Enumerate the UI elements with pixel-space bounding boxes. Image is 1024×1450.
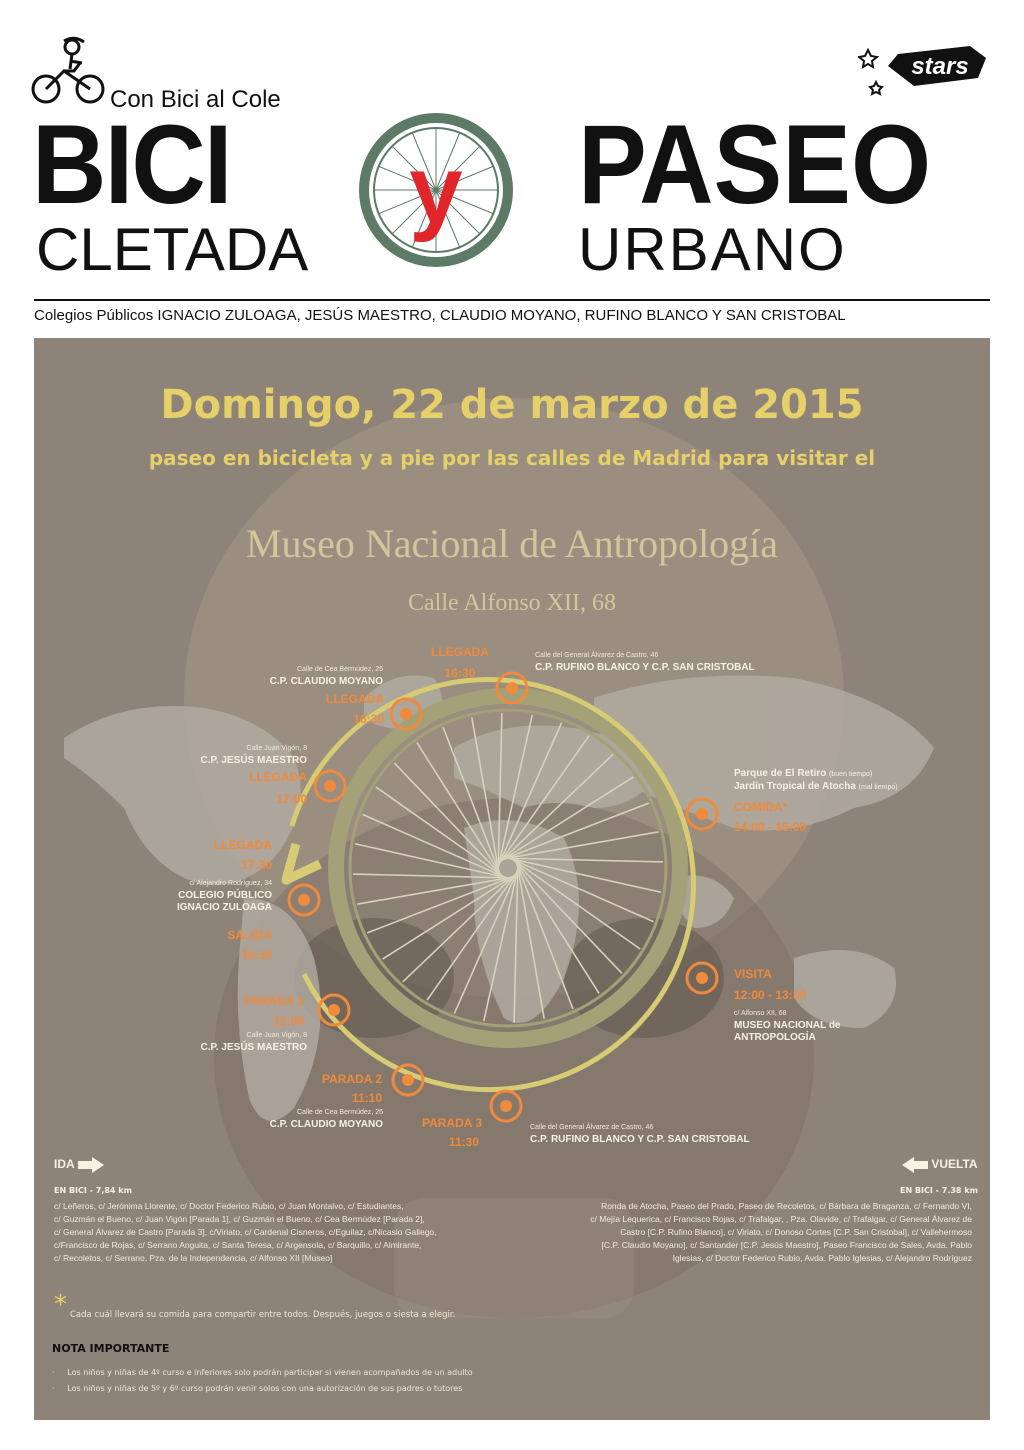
stop-parada2-time: 11:10 (351, 1091, 382, 1105)
conjunction-y: y (409, 136, 463, 243)
wheel-spoke (443, 727, 500, 873)
stop-llegada-zuloaga-school1: COLEGIO PÚBLICO (178, 890, 272, 901)
header-rule (34, 299, 990, 301)
stop-visita-street: c/ Alfonso XII, 68 (734, 1010, 787, 1017)
stop-parada1-status: PARADA 1 (243, 994, 304, 1008)
wheel-y-emblem (356, 110, 516, 270)
stop-marker-dot (324, 780, 336, 792)
stop-llegada-moyano-status: LLEGADA (326, 692, 384, 706)
vuelta-line: [C.P. Claudio Moyano], c/ Santander [C.P. Jesús Maestro], Paseo Francisco de Sales, Avda. Pablo (601, 1240, 972, 1250)
wheel-spoke (403, 874, 517, 982)
wheel-spoke (353, 874, 510, 878)
ida-line: c/ Guzmán el Bueno, c/ Juan Vigón [Parada 1], c/ Guzmán el Bueno, c/ Cea Bermúdez [Parada 2], (54, 1214, 425, 1224)
wheel-spoke (516, 862, 573, 1008)
stop-llegada-top-street: Calle del General Álvarez de Castro, 46 (535, 652, 659, 659)
stop-marker-dot (402, 1074, 414, 1086)
stop-comida-time: 14:00 - 16:00 (734, 820, 807, 834)
stop-marker-dot (298, 894, 310, 906)
stop-llegada-maestro-time: 17:00 (276, 792, 307, 806)
wheel-spoke (500, 754, 614, 862)
ida-heading: IDA (54, 1157, 104, 1173)
ida-route (54, 1200, 437, 1265)
museum-name: Museo Nacional de Antropología (245, 521, 779, 566)
stop-llegada-zuloaga-time: 17:30 (241, 858, 272, 872)
stop-marker-dot (500, 1100, 512, 1112)
ida-line: c/ Leñeros, c/ Jerónima Llorente, c/ Doctor Federico Rubio, c/ Juan Montalvo, c/ Estudiantes, (54, 1201, 404, 1211)
stop-visita-status: VISITA (734, 967, 772, 981)
ida-line: c/Francisco de Rojas, c/ Serrano Anguita, c/ Santa Teresa, c/ Argensola, c/ Barquillo, c/ Almirante, (54, 1240, 422, 1250)
wheel-spoke (454, 870, 517, 1013)
stop-visita-museum2: ANTROPOLOGÍA (734, 1032, 816, 1043)
stop-parada2-school: C.P. CLAUDIO MOYANO (269, 1119, 383, 1130)
important-note-heading: NOTA IMPORTANTE (52, 1342, 170, 1355)
star-icon (859, 50, 877, 67)
stop-llegada-moyano-school: C.P. CLAUDIO MOYANO (269, 676, 383, 687)
bicycle-wheel-icon (336, 696, 680, 1040)
route-diagram (34, 338, 990, 1158)
museum-address: Calle Alfonso XII, 68 (408, 590, 616, 616)
vuelta-heading: VUELTA (902, 1157, 978, 1173)
vuelta-line: Iglesias, c/ Doctor Federico Rubio, Avda. Pablo Iglesias, c/ Alejandro Rodríguez (672, 1253, 972, 1263)
stars-logo-text: stars (911, 53, 969, 80)
vuelta-line: c/ Mejía Lequerica, c/ Francisco Rojas, c/ Trafalgar, , Pza. Olavide, c/ Trafalgar, c/ General Álvarez de (590, 1214, 972, 1224)
stop-parada2-status: PARADA 2 (321, 1072, 382, 1086)
stop-llegada-moyano-street: Calle de Cea Bermúdez, 26 (297, 666, 383, 673)
wheel-spoke (514, 860, 622, 974)
schools-list: Colegios Públicos IGNACIO ZULOAGA, JESÚS MAESTRO, CLAUDIO MOYANO, RUFINO BLANCO Y SAN CRISTOBAL (34, 307, 846, 324)
wheel-spoke (498, 723, 561, 866)
event-date: Domingo, 22 de marzo de 2015 (160, 382, 864, 428)
stop-parada2-street: Calle de Cea Bermúdez, 26 (297, 1109, 383, 1116)
wheel-spoke (367, 876, 513, 933)
star-icon (870, 82, 882, 94)
route-direction-arrow (286, 844, 320, 880)
stop-llegada-zuloaga-status: LLEGADA (214, 838, 272, 852)
event-subtitle: paseo en bicicleta y a pie por las calles de Madrid para visitar el (148, 446, 876, 470)
stop-salida-status: SALIDA (227, 928, 272, 942)
stop-llegada-moyano-time: 16:30 (353, 712, 384, 726)
vuelta-km: EN BICI - 7.38 km (900, 1186, 978, 1195)
vuelta-line: Castro [C.P. Rufino Blanco], c/ Viriato, c/ Donoso Cortes [C.P. San Cristobal], c/ Vallehermoso (620, 1227, 972, 1237)
wheel-spoke (512, 859, 640, 949)
arrow-right-icon (78, 1157, 104, 1173)
child-cyclist-icon (30, 35, 110, 105)
note-bullet-1: · Los niños y niñas de 4º curso e inferiores solo podrán participar si vienen acompañados de un adulto (52, 1368, 473, 1377)
stop-llegada-zuloaga-street: c/ Alejandro Rodríguez, 34 (189, 880, 272, 887)
wheel-spoke (376, 787, 504, 877)
title-cletada: CLETADA (36, 216, 309, 283)
stop-comida-place1: Parque de El Retiro (buen tiempo) (734, 768, 873, 779)
wheel-spoke (363, 814, 506, 877)
wheel-spoke (498, 713, 502, 870)
title-paseo: PASEO (578, 102, 932, 227)
wheel-spoke (394, 763, 502, 877)
stop-llegada-top-status: LLEGADA (431, 645, 489, 659)
title-urbano: URBANO (578, 216, 847, 283)
stars-logo (858, 36, 998, 100)
vuelta-line: Ronda de Atocha, Paseo del Prado, Paseo de Recoletos, c/ Bárbara de Braganza, c/ Fernando VI, (601, 1201, 972, 1211)
stop-parada1-time: 11:00 (273, 1014, 304, 1028)
stop-llegada-zuloaga-school2: IGNACIO ZULOAGA (177, 902, 272, 913)
stop-llegada-top-school: C.P. RUFINO BLANCO Y C.P. SAN CRISTOBAL (535, 662, 755, 673)
stop-parada3-status: PARADA 3 (421, 1116, 482, 1130)
stop-parada3-street: Calle del General Álvarez de Castro, 46 (530, 1124, 654, 1131)
wheel-spoke (427, 872, 517, 1000)
stop-visita-time: 12:00 - 13:30 (734, 988, 807, 1002)
stop-marker-dot (696, 808, 708, 820)
ida-line: c/ General Álvarez de Castro [Parada 3], c/Viriato, c/ Cardenal Cisneros, c/Eguilaz, c/Nicasio Gallego, (54, 1227, 437, 1237)
note-star: * (54, 1290, 67, 1320)
stop-llegada-maestro-street: Calle Juan Vigón, 8 (246, 745, 307, 752)
bici-cole-logo (30, 35, 110, 105)
stop-llegada-maestro-school: C.P. JESÚS MAESTRO (200, 755, 307, 766)
wheel-spoke (514, 866, 518, 1023)
stop-parada1-street: Calle Juan Vigón, 8 (246, 1032, 307, 1039)
wheel-spoke (506, 858, 663, 862)
stop-marker-dot (400, 708, 412, 720)
stop-parada1-school: C.P. JESÚS MAESTRO (200, 1042, 307, 1053)
stop-salida-time: 10:30 (241, 948, 272, 962)
arrow-left-icon (902, 1157, 928, 1173)
wheel-spoke (502, 803, 648, 860)
logo-text: Con Bici al Cole (110, 86, 281, 113)
title-bici: BICI (32, 102, 231, 227)
stop-comida-place2: Jardín Tropical de Atocha (mal tiempo) (734, 781, 898, 792)
stop-visita-museum1: MUSEO NACIONAL de (734, 1020, 841, 1031)
ida-line: c/ Recoletos, c/ Serrano, Pza. de la Independencia, c/ Alfonso XII [Museo] (54, 1253, 333, 1263)
wheel-spoke (499, 736, 589, 864)
stop-marker-dot (696, 972, 708, 984)
stop-llegada-maestro-status: LLEGADA (249, 770, 307, 784)
stop-llegada-top-time: 16:30 (444, 666, 476, 680)
stop-marker-dot (506, 682, 518, 694)
wheel-spoke (510, 858, 653, 921)
food-note: Cada cuál llevará su comida para compartir entre todos. Después, juegos o siesta a elegir. (70, 1310, 456, 1320)
stop-parada3-time: 11:30 (448, 1135, 480, 1149)
stop-marker-dot (328, 1004, 340, 1016)
note-bullet-2: · Los niños y niñas de 5º y 6º curso podrán venir solos con una autorización de sus padres o tutores (52, 1384, 463, 1393)
vuelta-route (540, 1200, 972, 1265)
stop-comida-status: COMIDA* (734, 800, 788, 814)
stop-parada3-school: C.P. RUFINO BLANCO Y C.P. SAN CRISTOBAL (530, 1134, 750, 1145)
ida-km: EN BICI - 7,84 km (54, 1186, 132, 1195)
